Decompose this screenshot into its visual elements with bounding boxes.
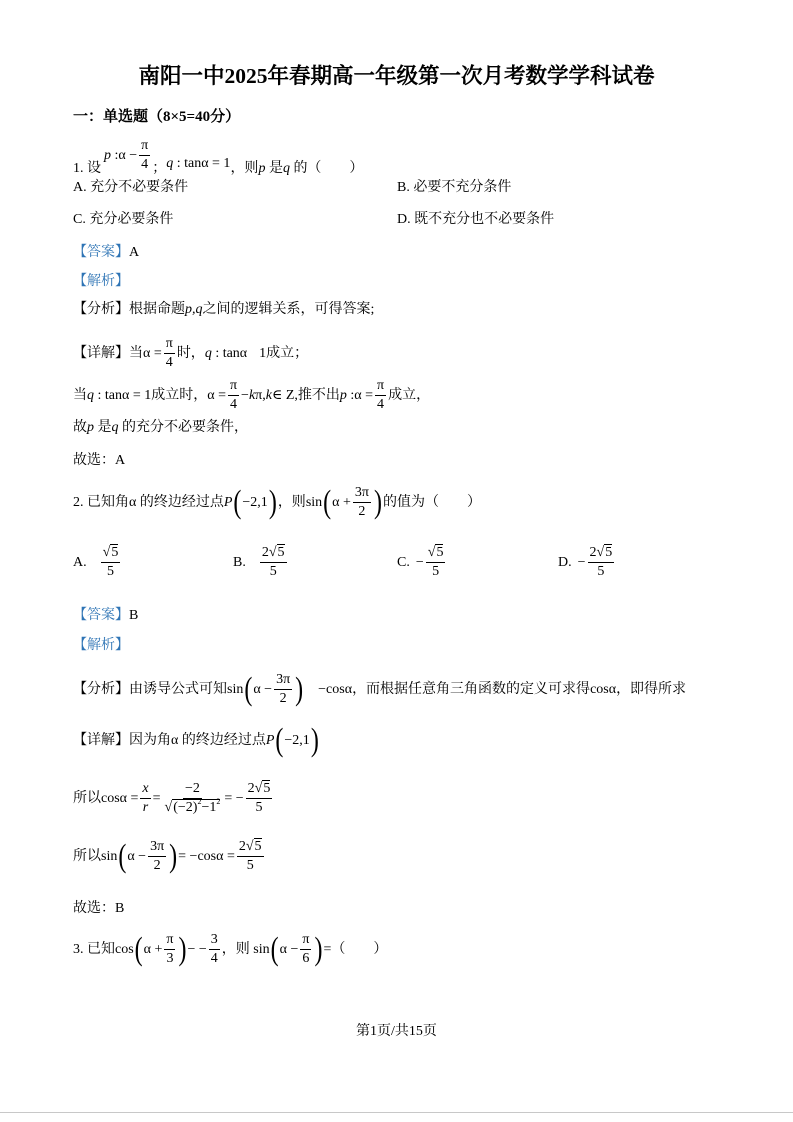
math-expression: α + — [332, 495, 351, 510]
math-expression: α = — [207, 388, 226, 403]
right-paren: ) — [310, 723, 319, 759]
answer-value: B — [129, 608, 139, 623]
fraction-coordinate-ratio — [163, 781, 223, 816]
left-paren: ( — [270, 932, 279, 968]
semicolon: ； — [152, 161, 167, 176]
q2-option-c — [397, 541, 447, 585]
math-expression: cosα = — [101, 791, 139, 806]
math-expression: α − — [279, 942, 299, 957]
q1-detail-line-2 — [73, 374, 430, 418]
radicand-term: −1 — [201, 800, 217, 816]
radicand: 5 — [111, 545, 119, 561]
math-expression: α − — [127, 849, 147, 864]
detail-label: 【详解】 — [73, 346, 129, 361]
detail-text: 故 — [73, 420, 87, 435]
radical-sign: √ — [102, 545, 111, 561]
fraction — [300, 932, 311, 967]
right-paren: ) — [373, 485, 382, 521]
stem-text: ，则 — [277, 495, 306, 510]
q1-option-c: C. 充分必要条件 — [73, 212, 174, 227]
var-k: k — [248, 388, 256, 403]
option-fraction — [101, 545, 121, 580]
fraction — [164, 336, 175, 371]
coefficient: 2 — [589, 545, 597, 561]
q1-option-a: A. 充分不必要条件 — [73, 180, 189, 195]
radical-sign: √ — [245, 839, 254, 855]
detail-text: 成立， — [388, 388, 431, 403]
math-expression: : tanα = 1 — [94, 388, 152, 403]
radicand — [172, 799, 220, 815]
left-paren: ( — [134, 932, 143, 968]
math-expression: cosα — [590, 682, 617, 697]
fraction-denominator: 2 — [279, 691, 287, 707]
radicand: 5 — [254, 839, 262, 855]
right-paren: ) — [314, 932, 323, 968]
q2-analysis-label: 【解析】 — [73, 638, 129, 653]
q1-option-b: B. 必要不充分条件 — [397, 180, 512, 195]
fraction-numerator: π — [139, 138, 150, 156]
var-q: q — [204, 346, 212, 361]
q1-option-d: D. 既不充分也不必要条件 — [397, 212, 555, 227]
math-expression: α − — [253, 682, 273, 697]
page-bottom-border — [0, 1112, 793, 1113]
fraction-denominator: 5 — [255, 800, 263, 816]
option-label: D. — [558, 555, 572, 570]
coefficient: 2 — [247, 781, 255, 797]
stem-text: ，则 — [221, 942, 254, 957]
var-k: k — [265, 388, 272, 403]
option-sign: − — [577, 555, 586, 570]
radicand-base: −2 — [177, 800, 193, 816]
func-sin: sin — [253, 942, 270, 957]
q1-analysis-label: 【解析】 — [73, 274, 129, 289]
var-point-p: P — [223, 495, 233, 510]
q2-stem — [73, 481, 481, 525]
fenxi-label: 【分析】 — [73, 682, 129, 697]
q1-fenxi — [73, 300, 374, 320]
detail-text: 成立； — [266, 346, 309, 361]
fraction-denominator: 4 — [165, 355, 173, 371]
q1-detail-line-3 — [73, 418, 248, 438]
detail-text: 时， — [176, 346, 205, 361]
radical-sign: √ — [596, 545, 605, 561]
fraction-denominator: 5 — [106, 564, 114, 580]
detail-text: 所以 — [73, 849, 101, 864]
radical-sign: √ — [268, 545, 277, 561]
equals: = — [323, 942, 332, 957]
math-expression: α + — [143, 942, 163, 957]
radical-sign: √ — [254, 781, 263, 797]
fraction-numerator: x — [140, 781, 150, 799]
math-value: 1 — [259, 346, 267, 361]
radical-sign: √ — [164, 800, 173, 816]
fraction-numerator: π — [375, 378, 386, 396]
fraction-result — [237, 839, 264, 874]
q2-option-a — [73, 541, 122, 585]
fraction-numerator — [588, 545, 615, 563]
fenxi-text: ，即得所求 — [616, 682, 687, 697]
left-paren: ( — [244, 672, 253, 708]
fraction-numerator: π — [164, 336, 175, 354]
math-expression: : tanα — [211, 346, 248, 361]
fraction-denominator: 2 — [153, 858, 161, 874]
question-number: 3. 已知 — [73, 942, 115, 957]
q2-detail-line-2 — [73, 771, 274, 827]
q3-stem — [73, 928, 387, 972]
fraction-numerator: π — [228, 378, 239, 396]
var-p: p — [258, 161, 266, 176]
fraction — [274, 672, 292, 707]
fenxi-text: 由诱导公式可知 — [129, 682, 227, 697]
right-paren: ) — [178, 932, 187, 968]
fraction-numerator — [101, 545, 121, 563]
var-p: p — [87, 420, 94, 435]
math-expression: :α − — [111, 148, 138, 163]
detail-text: 的充分不必要条件， — [118, 420, 248, 435]
fraction-numerator: π — [300, 932, 311, 950]
option-sign: − — [415, 555, 424, 570]
detail-text: 是 — [94, 420, 112, 435]
fraction — [375, 378, 386, 413]
option-fraction — [426, 545, 446, 580]
answer-label: 【答案】 — [73, 245, 129, 260]
option-fraction — [260, 545, 287, 580]
question-number: 1. 设 — [73, 161, 101, 176]
fraction-denominator — [163, 799, 223, 816]
fraction-numerator — [260, 545, 287, 563]
exam-title: 南阳一中2025年春期高一年级第一次月考数学学科试卷 — [138, 64, 655, 88]
func-sin: sin — [305, 495, 323, 510]
q1-answer — [73, 243, 139, 263]
fenxi-text: 之间的逻辑关系，可得答案; — [202, 302, 375, 317]
radicand: 5 — [277, 545, 285, 561]
fraction-numerator — [237, 839, 264, 857]
stem-text: 的终边经过点 — [136, 495, 224, 510]
right-paren: ) — [268, 485, 277, 521]
detail-text: 成立时， — [151, 388, 208, 403]
math-expression: :α = — [346, 388, 374, 403]
section-heading: 一：单选题（8×5=40分） — [73, 109, 241, 125]
right-paren: ) — [169, 839, 178, 875]
fraction — [353, 485, 371, 520]
fraction-denominator: 5 — [269, 564, 277, 580]
coefficient: 2 — [261, 545, 269, 561]
radicand: 5 — [436, 545, 444, 561]
math-expression: : tanα = 1 — [173, 156, 231, 171]
option-label: C. — [397, 555, 410, 570]
detail-text: 因为角α 的终边经过点 — [129, 733, 266, 748]
fraction — [148, 839, 166, 874]
left-paren: ( — [275, 723, 284, 759]
exponent: 2 — [216, 797, 221, 807]
fenxi-label: 【分析】 — [73, 302, 129, 317]
equals: = — [152, 791, 161, 806]
fenxi-text: 根据命题 — [129, 302, 185, 317]
exponent: 2 — [197, 797, 202, 807]
right-paren: ) — [192, 800, 198, 816]
fraction-denominator: 4 — [210, 951, 218, 967]
stem-text: （ ） — [331, 942, 388, 957]
detail-label: 【详解】 — [73, 733, 129, 748]
math-expression: α = — [143, 346, 162, 361]
left-paren: ( — [323, 485, 332, 521]
fraction-numerator: 3π — [274, 672, 292, 690]
fraction-denominator: 2 — [358, 504, 366, 520]
fraction — [209, 932, 220, 967]
option-label: A. — [73, 555, 87, 570]
fraction-denominator: 4 — [377, 397, 385, 413]
fraction-denominator: 5 — [597, 564, 605, 580]
fraction-numerator — [246, 781, 273, 799]
math-expression: π, — [255, 388, 266, 403]
option-fraction — [588, 545, 615, 580]
option-label: B. — [233, 555, 246, 570]
fraction-denominator: 4 — [230, 397, 237, 413]
fraction — [139, 138, 150, 173]
vars-pq: p,q — [185, 302, 203, 317]
fraction-x-over-r — [140, 781, 150, 816]
coefficient: 2 — [238, 839, 246, 855]
func-sin: sin — [227, 682, 244, 697]
fraction — [164, 932, 175, 967]
q2-fenxi — [73, 668, 686, 712]
func-cos: cos — [115, 942, 134, 957]
fraction-numerator — [426, 545, 446, 563]
math-expression: ∈ Z — [271, 388, 295, 403]
fraction-denominator: 4 — [141, 157, 149, 173]
fraction-numerator: 3 — [209, 932, 220, 950]
q2-option-d — [558, 541, 616, 585]
point-coords: −2,1 — [242, 495, 268, 510]
stem-text: ，则 — [230, 161, 259, 176]
q2-answer — [73, 606, 138, 626]
detail-text: 当 — [129, 346, 143, 361]
left-paren: ( — [233, 485, 242, 521]
stem-text: 的（ ） — [289, 161, 364, 176]
q2-option-b — [233, 541, 289, 585]
left-paren: ( — [118, 839, 127, 875]
answer-label: 【答案】 — [73, 608, 129, 623]
var-q: q — [282, 161, 290, 176]
page-footer: 第1页/共15页 — [356, 1024, 437, 1039]
fraction-result — [246, 781, 273, 816]
fraction-denominator: r — [142, 800, 149, 816]
q2-detail-line-1 — [73, 719, 320, 763]
q1-choose: 故选：A — [73, 453, 126, 468]
var-point-p: P — [265, 733, 275, 748]
fraction — [228, 378, 239, 413]
var-q: q — [111, 420, 119, 435]
stem-text: 的值为（ ） — [382, 495, 481, 510]
q2-choose: 故选：B — [73, 901, 125, 916]
fraction-numerator: π — [164, 932, 175, 950]
var-q: q — [166, 156, 174, 171]
left-paren: ( — [173, 800, 178, 816]
var-p: p — [104, 148, 111, 163]
var-p: p — [339, 388, 347, 403]
math-expression: = −cosα = — [178, 849, 235, 864]
fraction-denominator: 5 — [432, 564, 440, 580]
stem-text: 是 — [265, 161, 283, 176]
radical-sign: √ — [427, 545, 436, 561]
fraction-numerator: 3π — [353, 485, 371, 503]
detail-text: 所以 — [73, 791, 101, 806]
var-q: q — [87, 388, 94, 403]
fenxi-text: ，而根据任意角三角函数的定义可求得 — [352, 682, 591, 697]
fraction-denominator: 3 — [166, 951, 174, 967]
point-coords: −2,1 — [284, 733, 310, 748]
q2-detail-line-3 — [73, 835, 266, 879]
q1-detail-line-1 — [73, 332, 308, 376]
fraction-denominator: 6 — [302, 951, 310, 967]
detail-text: ,推不出 — [294, 388, 340, 403]
math-relation: − − — [187, 942, 207, 957]
question-number: 2. 已知角α — [73, 495, 137, 510]
right-paren: ) — [295, 672, 304, 708]
math-minus: − — [241, 388, 249, 403]
radicand: 5 — [263, 781, 271, 797]
fraction-denominator: 5 — [246, 858, 254, 874]
answer-value: A — [129, 245, 140, 260]
condition-p — [104, 134, 152, 178]
radicand: 5 — [605, 545, 613, 561]
equals: = − — [224, 791, 244, 806]
func-sin: sin — [101, 849, 118, 864]
math-expression: −cosα — [318, 682, 353, 697]
detail-text: 当 — [73, 388, 87, 403]
fraction-numerator: −2 — [183, 781, 202, 799]
fraction-numerator: 3π — [148, 839, 166, 857]
